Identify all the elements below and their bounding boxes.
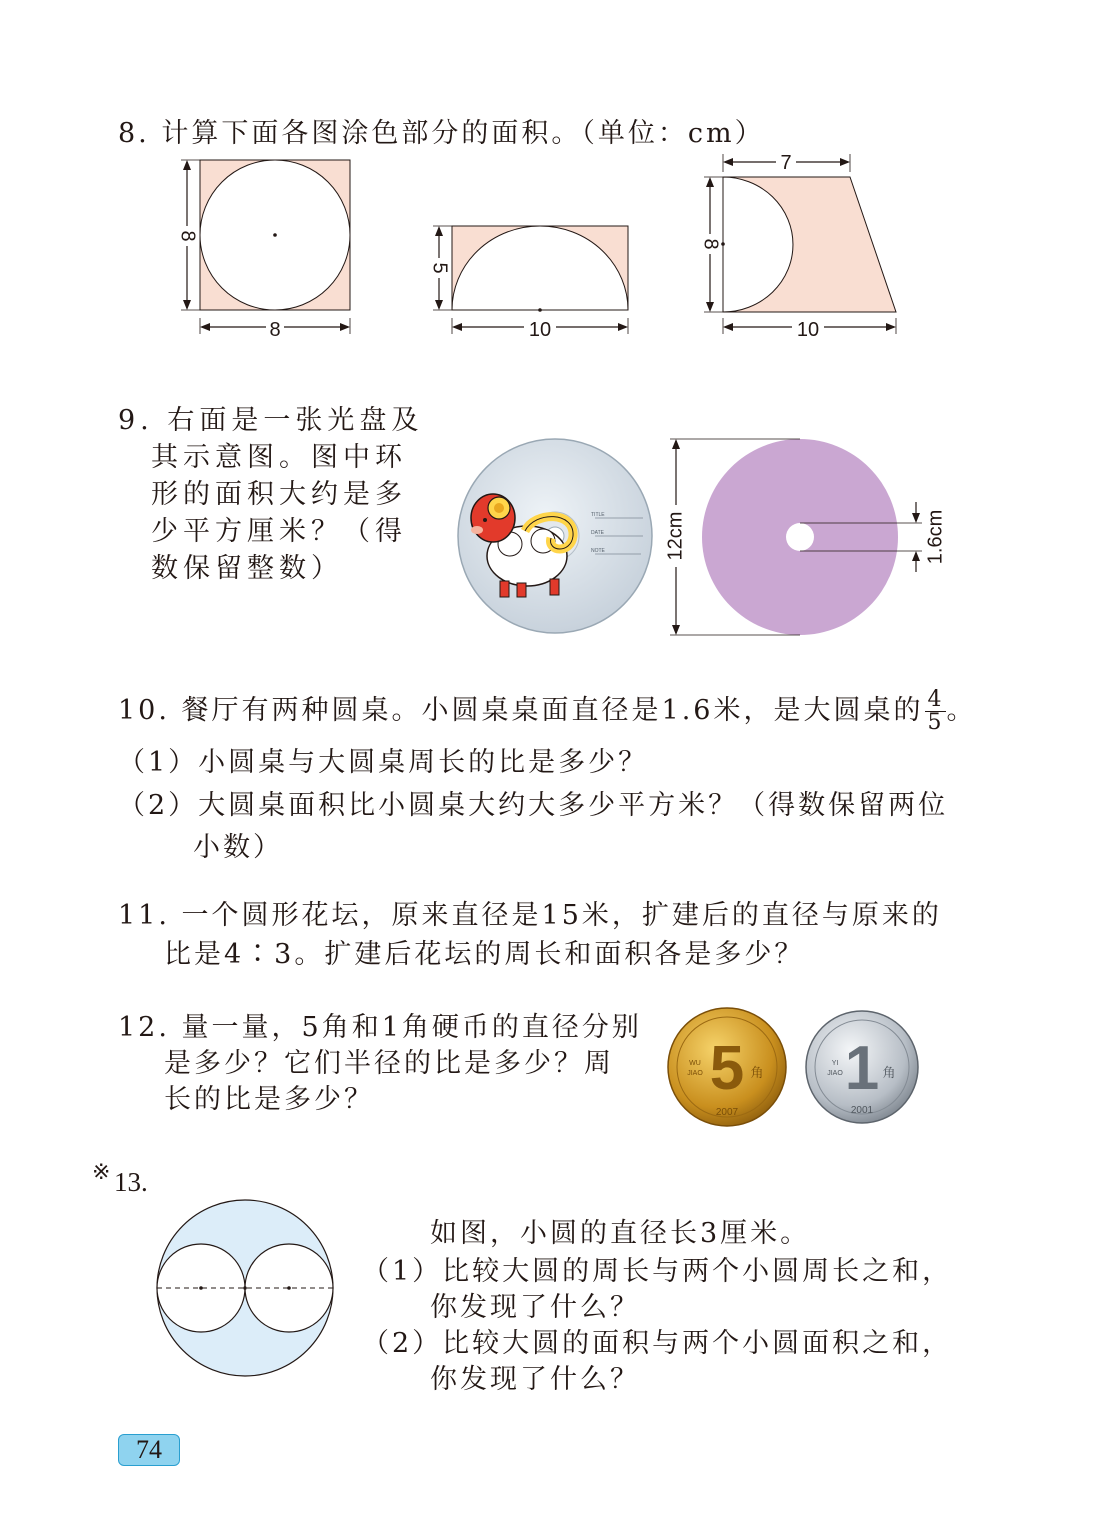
q12-line3: 长的比是多少？ (164, 1084, 374, 1115)
q8-fig3-height: 8 (699, 238, 722, 250)
q10-frac-num: 4 (927, 687, 945, 712)
coin-1-jiao (806, 1011, 918, 1123)
q8-fig1-height: 8 (176, 230, 199, 242)
q8-fig1-width: 8 (269, 319, 281, 341)
q8-fig2-width: 10 (528, 319, 552, 341)
q8-figure-1 (178, 160, 350, 338)
coin-1-digit: 1 (844, 1034, 880, 1103)
q10-prefix: 10. 餐厅有两种圆桌。小圆桌桌面直径是1.6米，是大圆桌的 (118, 695, 924, 726)
page-number: 74 (118, 1434, 180, 1466)
q10-sub1: （1）小圆桌与大圆桌周长的比是多少？ (118, 747, 649, 778)
q9-line-5: 数保留整数） (151, 553, 343, 584)
q9-line-4: 少平方厘米？（得 (151, 516, 407, 547)
q10-suffix: 。 (946, 695, 977, 726)
q13-figure (152, 1195, 338, 1381)
cd-outer-diameter-label: 12cm (664, 511, 687, 561)
q8-figures (170, 150, 930, 350)
cd-label-title: TITLE (591, 512, 605, 518)
q8-title: 8. 计算下面各图涂色部分的面积。（单位：cm） (118, 118, 765, 149)
q8-fig3-bottom: 10 (796, 319, 820, 341)
q10-frac-den: 5 (927, 710, 945, 735)
cd-label-date: DATE (591, 530, 604, 536)
q13-number: 13. (114, 1167, 148, 1197)
q13-mark: ※ (92, 1160, 111, 1185)
coin-5-jiao (668, 1008, 786, 1126)
q13-intro: 如图，小圆的直径长3厘米。 (430, 1218, 811, 1249)
cd-photo (455, 436, 655, 636)
coin-1-unit: 角 (882, 1065, 896, 1080)
q13-sub2-line2: 你发现了什么？ (430, 1364, 640, 1395)
coins-photo (665, 1005, 925, 1130)
q8-fig2-height: 5 (428, 262, 451, 274)
coin-5-pinyin-1: WU (689, 1060, 701, 1067)
coin-1-year: 2001 (850, 1105, 874, 1116)
q9-line-1: 9. 右面是一张光盘及 (118, 405, 424, 436)
coin-5-digit: 5 (709, 1034, 745, 1103)
q10-sub2-line1: （2）大圆桌面积比小圆桌大约大多少平方米？（得数保留两位 (118, 790, 949, 821)
q13-sub2-line1: （2）比较大圆的面积与两个小圆面积之和， (362, 1328, 953, 1359)
q9-text (118, 402, 423, 587)
cd-label-note: NOTE (591, 548, 605, 554)
coin-5-unit: 角 (750, 1065, 764, 1080)
coin-1-pinyin-2: JIAO (827, 1070, 843, 1077)
q10-fraction (925, 689, 946, 734)
q12-line2: 是多少？它们半径的比是多少？周 (164, 1048, 614, 1079)
q9-line-2: 其示意图。图中环 (151, 442, 407, 473)
coin-5-pinyin-2: JIAO (687, 1070, 703, 1077)
cd-inner-diameter-label: 1.6cm (924, 509, 947, 565)
q10-statement (118, 686, 976, 736)
coin-1-pinyin-1: YI (831, 1060, 839, 1067)
q11-line1: 11. 一个圆形花坛，原来直径是15米，扩建后的直径与原来的 (118, 900, 942, 931)
q11-line2: 比是4∶3。扩建后花坛的周长和面积各是多少？ (164, 939, 805, 970)
coin-5-year: 2007 (715, 1107, 739, 1118)
q8-figure-3 (701, 151, 896, 338)
q10-sub2-line2: 小数） (193, 832, 283, 863)
q9-line-3: 形的面积大约是多 (151, 479, 407, 510)
cd-diagram (660, 430, 960, 642)
q13-sub1-line2: 你发现了什么？ (430, 1292, 640, 1323)
q8-fig3-top: 7 (780, 152, 792, 174)
q13-sub1-line1: （1）比较大圆的周长与两个小圆周长之和， (362, 1256, 953, 1287)
q12-line1: 12. 量一量，5角和1角硬币的直径分别 (118, 1012, 642, 1043)
